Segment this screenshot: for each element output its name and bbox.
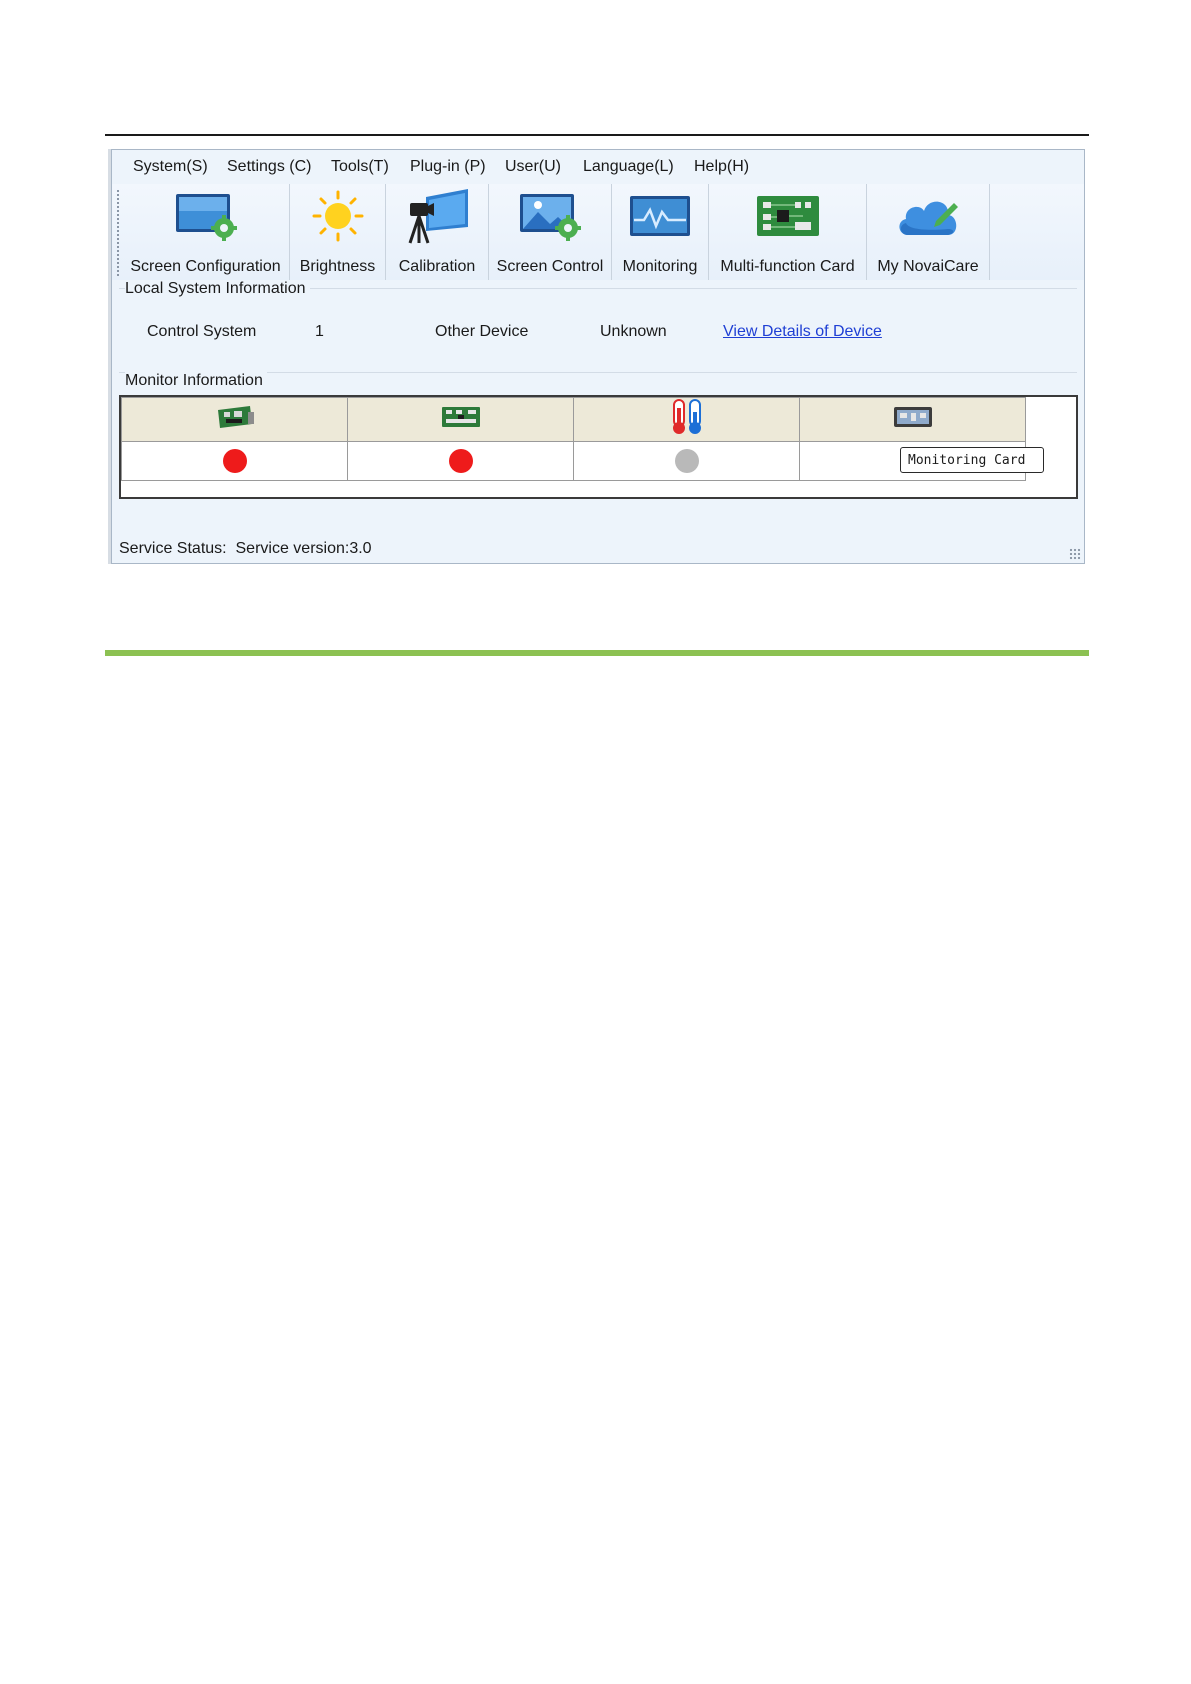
my-novaicare-button[interactable] — [867, 184, 990, 280]
sending-card-status-dot — [223, 449, 247, 473]
temperature-status-dot — [675, 449, 699, 473]
monitoring-card-header — [800, 398, 1026, 442]
my-novaicare-label: My NovaiCare — [877, 258, 979, 275]
temperature-status-cell — [574, 442, 800, 481]
monitoring-button[interactable] — [612, 184, 709, 280]
monitor-header-row — [122, 398, 1026, 442]
calibration-camera-icon — [404, 187, 470, 245]
resize-grip[interactable] — [1069, 548, 1081, 560]
screen-configuration-icon — [174, 190, 238, 242]
receiving-card-status-dot — [449, 449, 473, 473]
monitoring-label: Monitoring — [622, 258, 698, 275]
screen-configuration-button[interactable] — [122, 184, 290, 280]
control-system-value: 1 — [315, 323, 324, 340]
monitor-status-row — [122, 442, 1026, 481]
service-version-value: Service version:3.0 — [235, 540, 372, 557]
monitor-info-title: Monitor Information — [125, 372, 267, 390]
monitoring-card-icon — [892, 404, 934, 430]
brightness-label: Brightness — [299, 258, 376, 275]
menu-settings[interactable]: Settings (C) — [227, 158, 312, 175]
receiving-card-icon — [440, 404, 482, 430]
service-status-bar — [119, 540, 372, 558]
monitor-table — [121, 397, 1026, 481]
sending-card-status-cell — [122, 442, 348, 481]
control-system-label: Control System — [147, 323, 257, 340]
sending-card-header — [122, 398, 348, 442]
multi-function-card-label: Multi-function Card — [720, 258, 855, 275]
app-window — [111, 149, 1085, 564]
green-divider — [105, 650, 1089, 656]
view-details-link[interactable]: View Details of Device — [723, 323, 882, 340]
menu-help[interactable]: Help(H) — [694, 158, 750, 175]
multi-function-card-button[interactable] — [709, 184, 867, 280]
multi-function-card-icon — [755, 192, 821, 240]
toolbar-grip[interactable] — [117, 190, 119, 276]
menu-user[interactable]: User(U) — [505, 158, 561, 175]
screen-control-button[interactable] — [489, 184, 612, 280]
receiving-card-status-cell — [348, 442, 574, 481]
screen-configuration-label: Screen Configuration — [130, 258, 281, 275]
temperature-header — [574, 398, 800, 442]
top-divider — [105, 134, 1089, 136]
temperature-icon — [668, 398, 706, 436]
cloud-icon — [894, 191, 962, 241]
monitoring-card-tooltip: Monitoring Card — [900, 447, 1044, 473]
calibration-button[interactable] — [386, 184, 489, 280]
other-device-label: Other Device — [435, 323, 529, 340]
brightness-sun-icon — [312, 190, 364, 242]
screen-control-icon — [518, 190, 582, 242]
sending-card-icon — [214, 404, 256, 430]
menu-bar — [112, 150, 1084, 182]
menu-language[interactable]: Language(L) — [583, 158, 674, 175]
local-info-title: Local System Information — [125, 280, 310, 298]
service-status-label: Service Status: — [119, 540, 227, 557]
toolbar — [112, 184, 1084, 280]
menu-system[interactable]: System(S) — [133, 158, 208, 175]
brightness-button[interactable] — [290, 184, 386, 280]
menu-tools[interactable]: Tools(T) — [331, 158, 389, 175]
calibration-label: Calibration — [398, 258, 476, 275]
receiving-card-header — [348, 398, 574, 442]
monitoring-icon — [628, 190, 692, 242]
other-device-value: Unknown — [600, 323, 667, 340]
screen-control-label: Screen Control — [496, 258, 604, 275]
menu-plugin[interactable]: Plug-in (P) — [410, 158, 486, 175]
